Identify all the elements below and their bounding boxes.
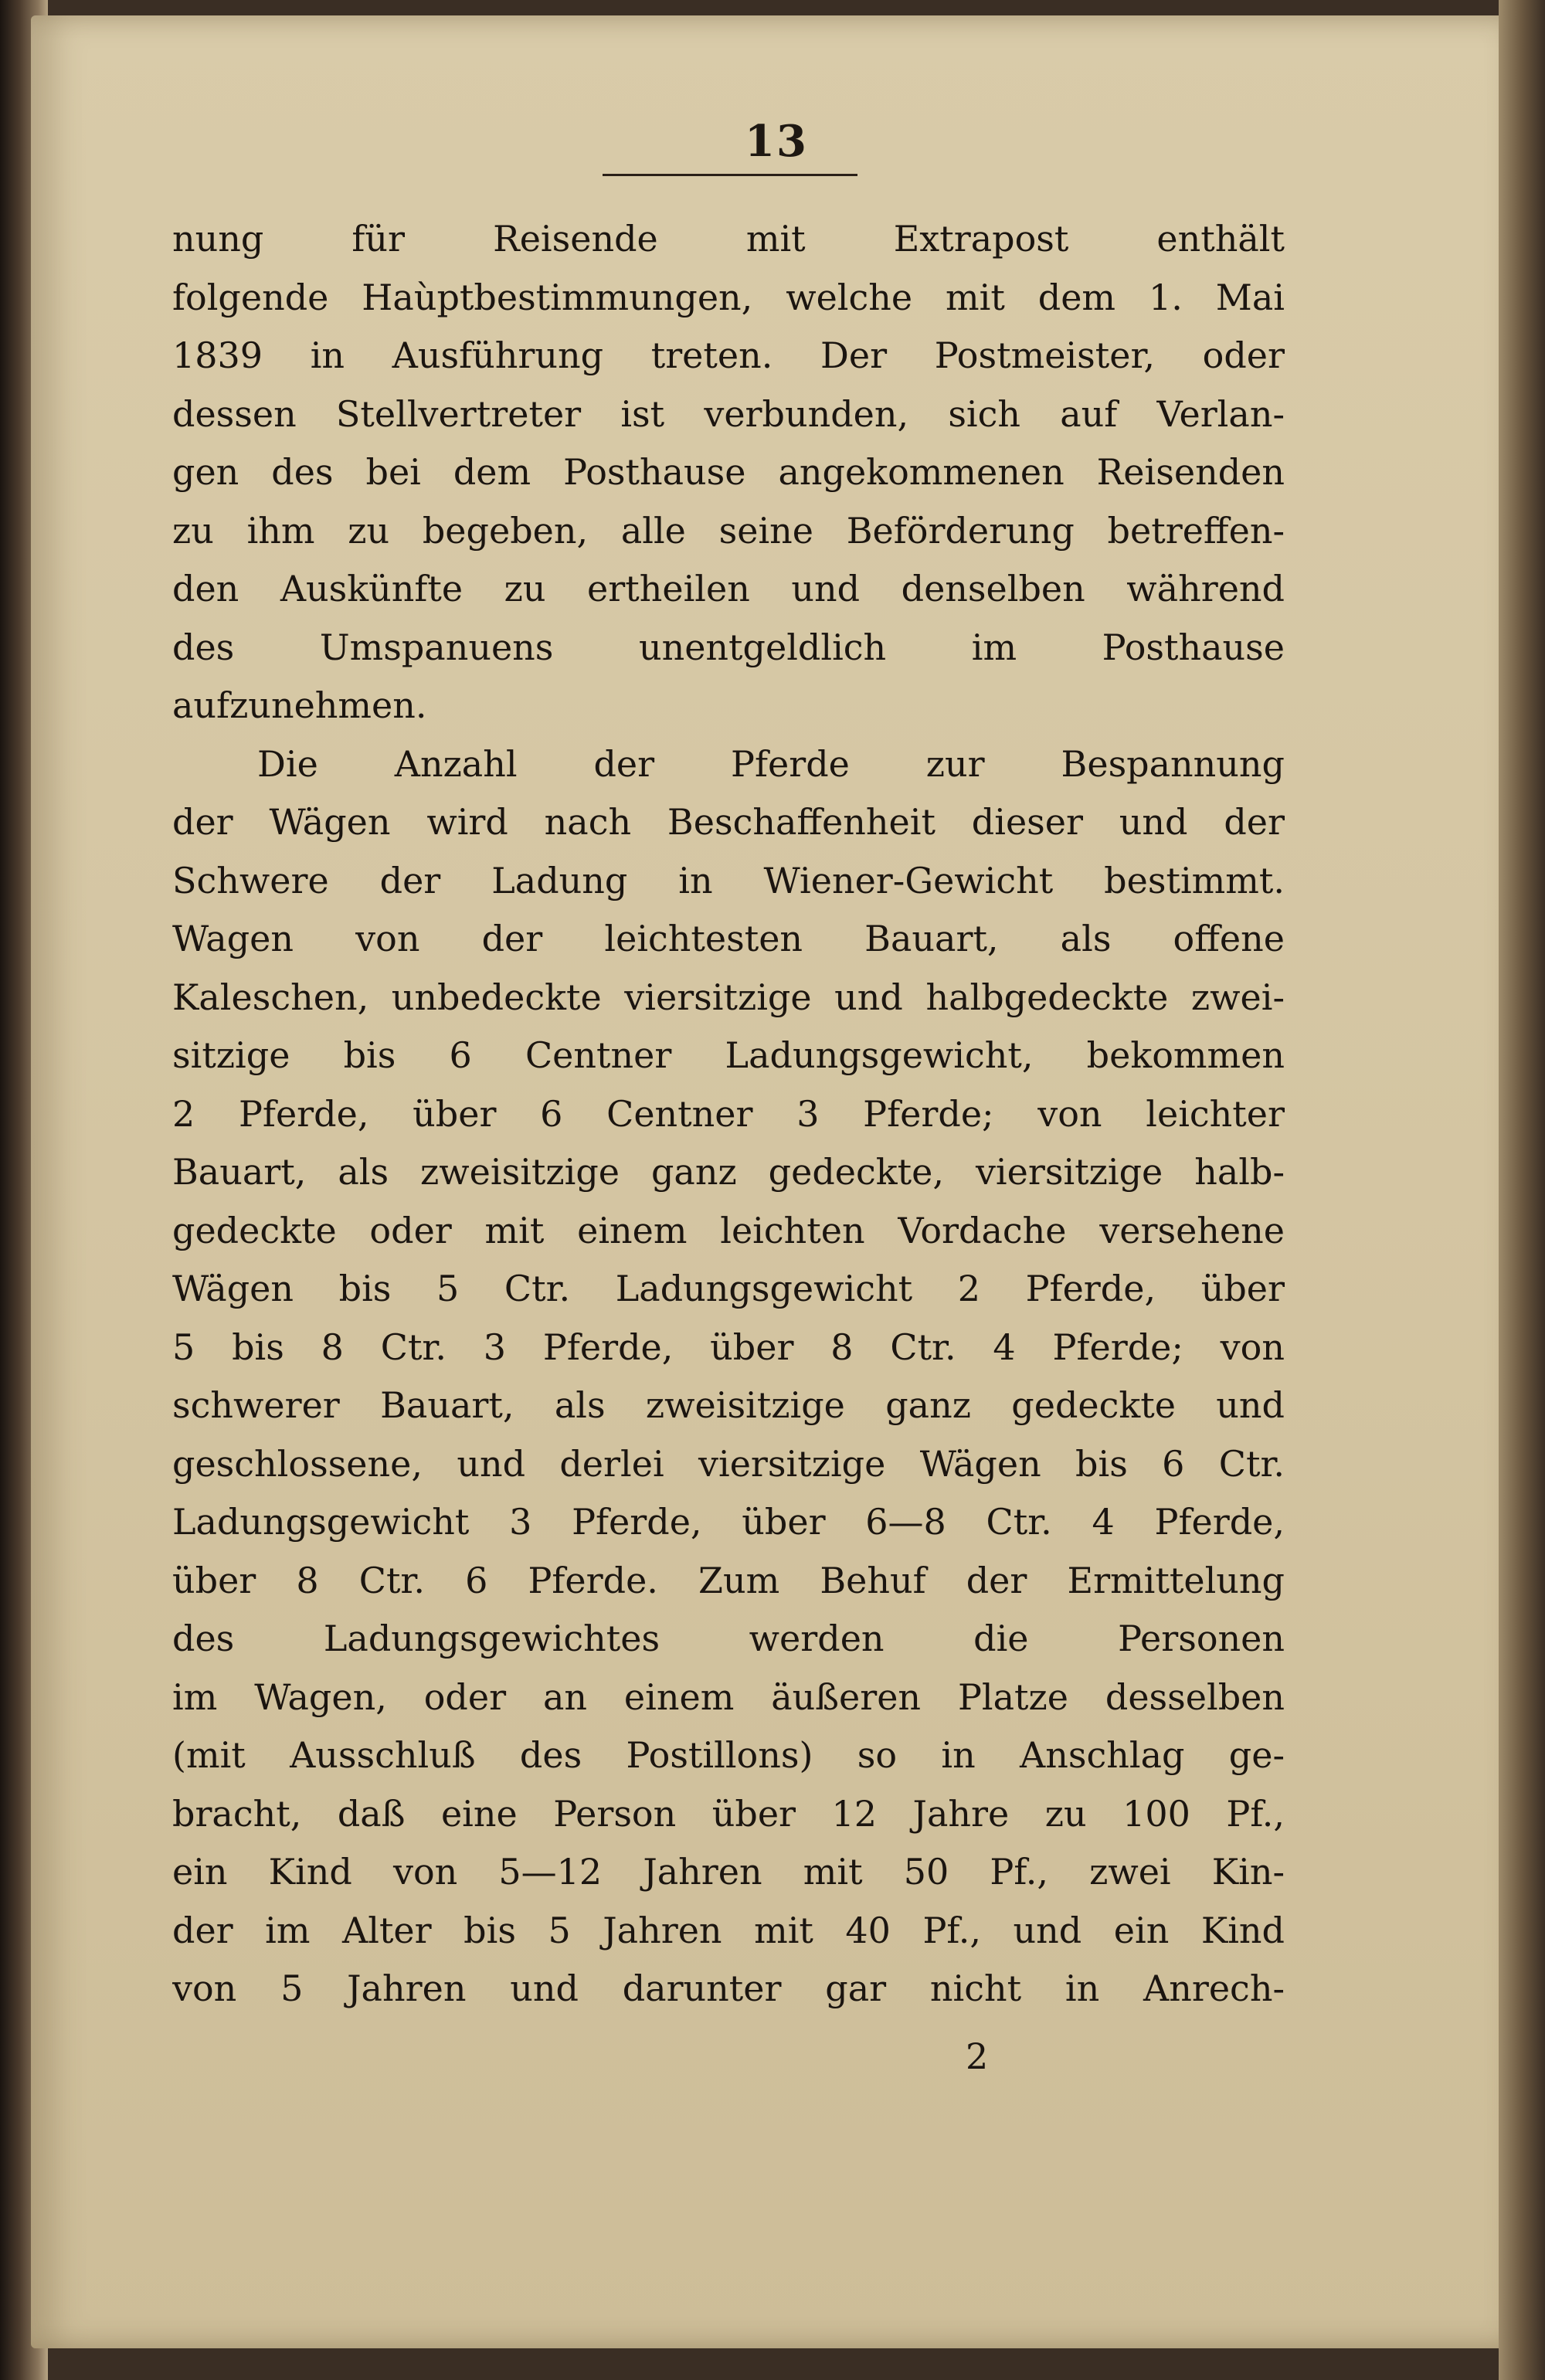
text-line: des Ladungsgewichtes werden die Personen	[172, 1618, 1285, 1659]
text-line: ein Kind von 5—12 Jahren mit 50 Pf., zwei Kin-	[172, 1851, 1285, 1893]
text-line: Die Anzahl der Pferde zur Bespannung	[257, 742, 1285, 785]
text-line: bracht, daß eine Person über 12 Jahre zu 100 Pf.,	[172, 1792, 1285, 1835]
book-page	[31, 15, 1522, 2348]
text-line: folgende Haùptbestimmungen, welche mit dem 1. Mai	[172, 276, 1285, 318]
text-line: der im Alter bis 5 Jahren mit 40 Pf., und ein Kind	[172, 1909, 1285, 1951]
text-line: der Wägen wird nach Beschaffenheit dieser und der	[172, 801, 1285, 843]
header-rule	[603, 174, 857, 176]
text-line: schwerer Bauart, als zweisitzige ganz gedeckte und	[172, 1384, 1285, 1426]
text-line: im Wagen, oder an einem äußeren Platze desselben	[172, 1676, 1285, 1718]
page-number: 13	[745, 116, 808, 167]
text-line: gen des bei dem Posthause angekommenen Reisenden	[172, 451, 1285, 493]
text-line: aufzunehmen.	[172, 684, 427, 726]
body-text	[172, 210, 1285, 2018]
text-line: Kaleschen, unbedeckte viersitzige und halbgedeckte zwei-	[172, 976, 1285, 1018]
text-line: 2 Pferde, über 6 Centner 3 Pferde; von leichter	[172, 1092, 1285, 1135]
text-line: Schwere der Ladung in Wiener-Gewicht bestimmt.	[172, 859, 1285, 901]
signature-mark: 2	[966, 2035, 989, 2077]
text-line: über 8 Ctr. 6 Pferde. Zum Behuf der Ermittelung	[172, 1559, 1285, 1601]
text-line: geschlossene, und derlei viersitzige Wägen bis 6 Ctr.	[172, 1442, 1285, 1485]
text-line: dessen Stellvertreter ist verbunden, sich auf Verlan-	[172, 392, 1285, 435]
text-line: des Umspanuens unentgeldlich im Posthause	[172, 626, 1285, 668]
text-line: Ladungsgewicht 3 Pferde, über 6—8 Ctr. 4 Pferde,	[172, 1501, 1285, 1543]
text-line: (mit Ausschluß des Postillons) so in Anschlag ge-	[172, 1734, 1285, 1776]
text-line: gedeckte oder mit einem leichten Vordache versehene	[172, 1209, 1285, 1251]
text-line: sitzige bis 6 Centner Ladungsgewicht, bekommen	[172, 1034, 1285, 1076]
text-line: 5 bis 8 Ctr. 3 Pferde, über 8 Ctr. 4 Pferde; von	[172, 1326, 1285, 1368]
text-line: zu ihm zu begeben, alle seine Beförderung betreffen-	[172, 509, 1285, 552]
text-line: Wagen von der leichtesten Bauart, als offene	[172, 918, 1285, 959]
text-line: 1839 in Ausführung treten. Der Postmeister, oder	[172, 334, 1285, 376]
text-line: den Auskünfte zu ertheilen und denselben während	[172, 568, 1285, 609]
text-line: Bauart, als zweisitzige ganz gedeckte, viersitzige halb-	[172, 1151, 1285, 1193]
text-line: von 5 Jahren und darunter gar nicht in Anrech-	[172, 1967, 1285, 2009]
text-line: Wägen bis 5 Ctr. Ladungsgewicht 2 Pferde, über	[172, 1268, 1285, 1309]
text-line: nung für Reisende mit Extrapost enthält	[172, 218, 1285, 260]
book-fore-edge	[1499, 0, 1545, 2380]
